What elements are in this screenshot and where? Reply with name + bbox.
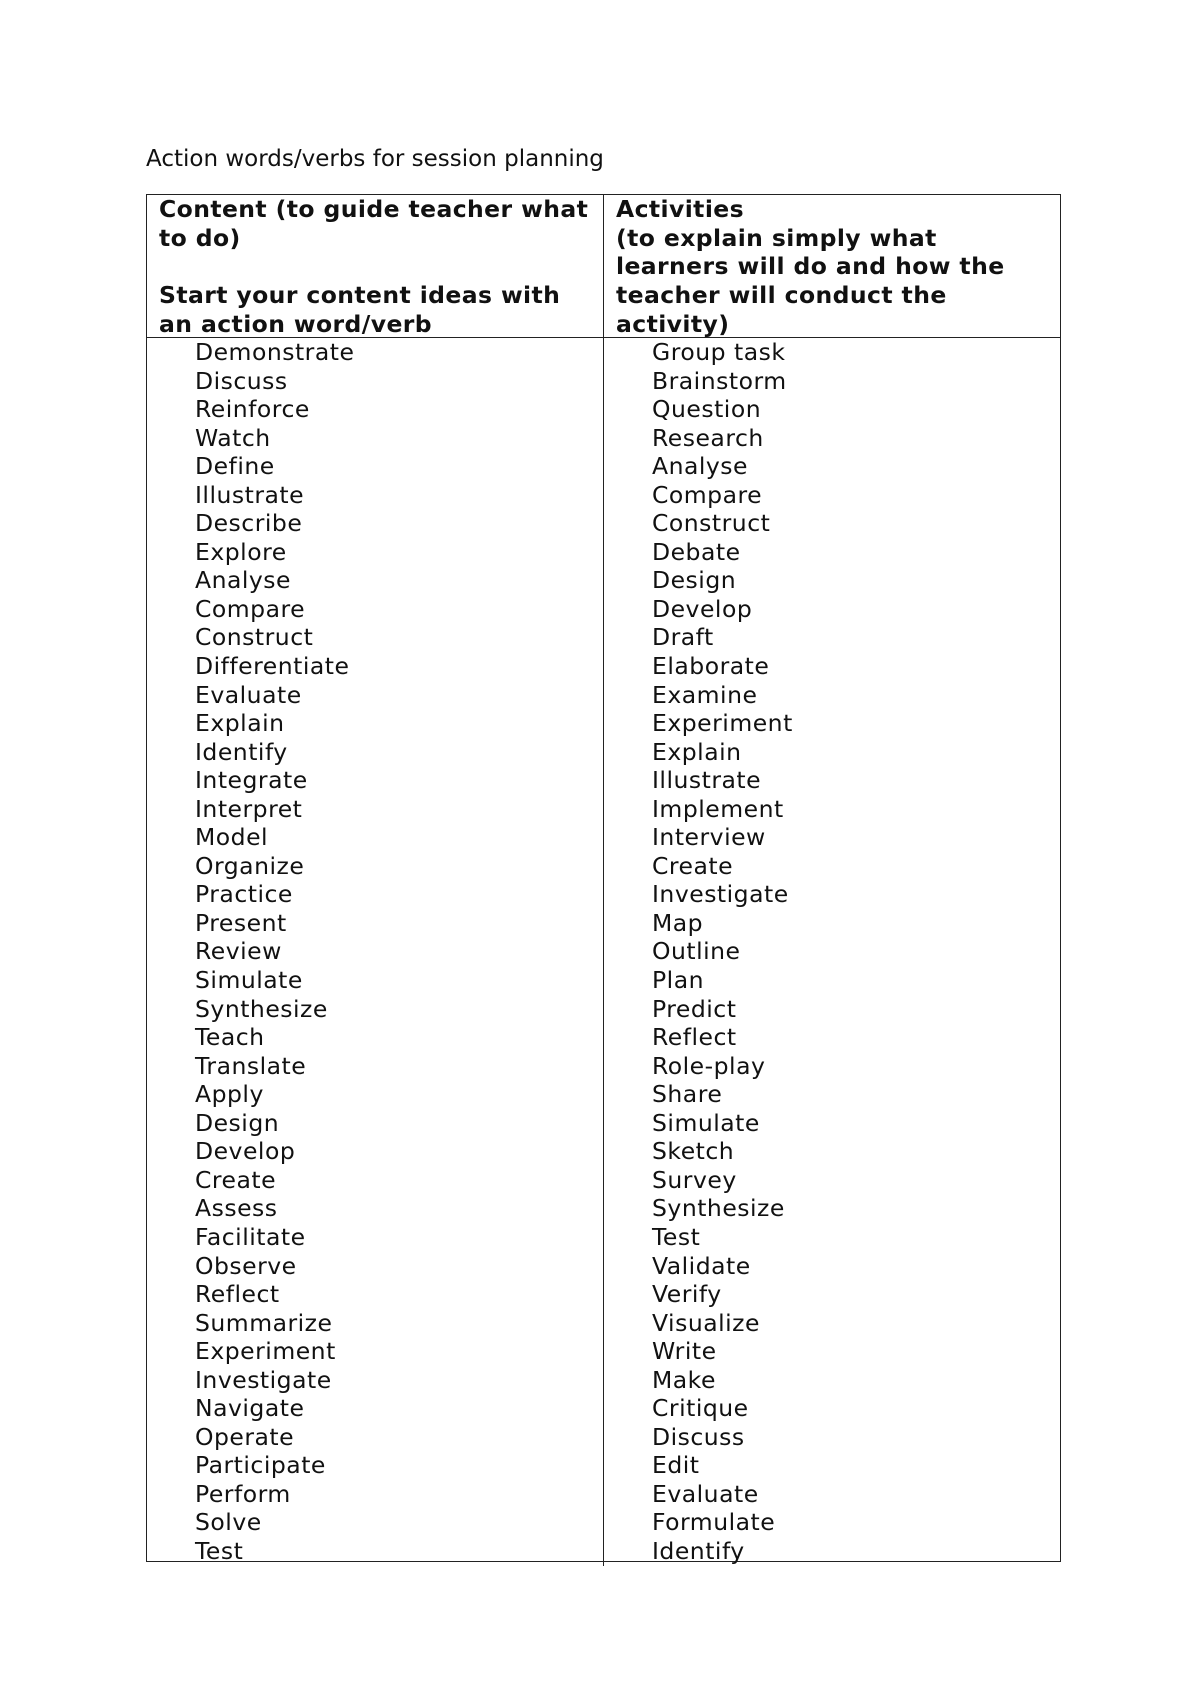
- activity-verb-item: Visualize: [652, 1308, 760, 1337]
- content-verb-item: Explore: [195, 537, 287, 566]
- content-verb-item: Experiment: [195, 1337, 336, 1366]
- activity-verb-item: Validate: [652, 1251, 751, 1280]
- activity-verb-item: Sketch: [652, 1137, 735, 1166]
- activity-verb-item: Research: [652, 423, 764, 452]
- activity-verb-item: Discuss: [652, 1422, 745, 1451]
- activity-verb-item: Illustrate: [652, 766, 762, 795]
- activity-verb-item: Plan: [652, 966, 704, 995]
- content-verb-item: Illustrate: [195, 480, 305, 509]
- activity-verb-item: Simulate: [652, 1108, 760, 1137]
- content-verb-item: Facilitate: [195, 1222, 306, 1251]
- activity-verb-item: Debate: [652, 537, 741, 566]
- activity-verb-item: Verify: [652, 1280, 722, 1309]
- activity-verb-item: Explain: [652, 737, 742, 766]
- content-verb-item: Compare: [195, 594, 306, 623]
- content-verb-item: Investigate: [195, 1365, 332, 1394]
- activity-verb-item: Outline: [652, 937, 741, 966]
- table-body-row: [147, 338, 1060, 1566]
- activity-verb-item: Critique: [652, 1394, 749, 1423]
- content-verb-item: Present: [195, 908, 287, 937]
- content-verb-item: Describe: [195, 509, 303, 538]
- content-verb-item: Apply: [195, 1080, 264, 1109]
- activity-verb-item: Construct: [652, 509, 771, 538]
- table-header-row: [147, 195, 1060, 338]
- activity-verb-item: Analyse: [652, 452, 749, 481]
- content-verb-item: Construct: [195, 623, 314, 652]
- content-verb-item: Observe: [195, 1251, 297, 1280]
- activity-verb-item: Compare: [652, 480, 763, 509]
- content-verb-item: Identify: [195, 737, 288, 766]
- activity-verb-item: Group task: [652, 338, 786, 366]
- activity-verb-item: Draft: [652, 623, 714, 652]
- content-verb-item: Practice: [195, 880, 293, 909]
- content-verb-item: Discuss: [195, 366, 288, 395]
- content-verbs-list: [147, 338, 604, 1566]
- activity-verb-item: Synthesize: [652, 1194, 785, 1223]
- content-verb-item: Perform: [195, 1479, 291, 1508]
- activity-verb-item: Predict: [652, 994, 737, 1023]
- content-verb-item: Evaluate: [195, 680, 302, 709]
- activity-verb-item: Role-play: [652, 1051, 766, 1080]
- content-verb-item: Participate: [195, 1451, 326, 1480]
- content-column-header: [147, 195, 604, 337]
- content-verb-item: Operate: [195, 1422, 295, 1451]
- content-verb-item: Model: [195, 823, 269, 852]
- activity-verb-item: Implement: [652, 794, 784, 823]
- activity-verb-item: Write: [652, 1337, 717, 1366]
- content-verb-item: Review: [195, 937, 282, 966]
- activity-verbs-list: [604, 338, 1060, 1566]
- activity-verb-item: Test: [652, 1222, 701, 1251]
- content-verb-item: Develop: [195, 1137, 296, 1166]
- content-verb-item: Differentiate: [195, 652, 350, 681]
- activities-header-title: Activities: [616, 195, 744, 223]
- content-verb-item: Demonstrate: [195, 338, 355, 366]
- content-verb-item: Simulate: [195, 966, 303, 995]
- activity-verb-item: Interview: [652, 823, 766, 852]
- activity-verb-item: Create: [652, 851, 734, 880]
- activity-verb-item: Evaluate: [652, 1479, 759, 1508]
- activity-verb-item: Edit: [652, 1451, 700, 1480]
- content-verb-item: Navigate: [195, 1394, 305, 1423]
- content-verb-item: Reflect: [195, 1280, 280, 1309]
- content-verb-item: Teach: [195, 1023, 265, 1052]
- activity-verb-item: Question: [652, 395, 762, 424]
- content-header-title: Content (to guide teacher what to do): [159, 195, 589, 252]
- content-verb-item: Translate: [195, 1051, 307, 1080]
- activity-verb-item: Share: [652, 1080, 723, 1109]
- content-verb-item: Design: [195, 1108, 280, 1137]
- content-verb-item: Interpret: [195, 794, 303, 823]
- content-verb-item: Assess: [195, 1194, 278, 1223]
- content-verb-item: Summarize: [195, 1308, 333, 1337]
- content-verb-item: Create: [195, 1165, 277, 1194]
- activity-verb-item: Develop: [652, 594, 753, 623]
- activity-verb-item: Reflect: [652, 1023, 737, 1052]
- activity-verb-item: Design: [652, 566, 737, 595]
- activity-verb-item: Identify: [652, 1536, 745, 1565]
- activity-verb-item: Examine: [652, 680, 758, 709]
- action-verbs-table: [146, 194, 1061, 1565]
- activity-verb-item: Survey: [652, 1165, 737, 1194]
- content-verb-item: Test: [195, 1536, 244, 1565]
- content-verb-item: Synthesize: [195, 994, 328, 1023]
- document-title: Action words/verbs for session planning: [146, 146, 604, 172]
- activity-verb-item: Experiment: [652, 709, 793, 738]
- activities-column-header: [604, 195, 1060, 337]
- content-verb-item: Define: [195, 452, 275, 481]
- content-verb-item: Reinforce: [195, 395, 310, 424]
- content-header-instruction: Start your content ideas with an action word/verb: [159, 281, 561, 338]
- content-verb-item: Explain: [195, 709, 285, 738]
- activity-verb-item: Formulate: [652, 1508, 776, 1537]
- activity-verb-item: Map: [652, 908, 704, 937]
- content-verb-item: Watch: [195, 423, 271, 452]
- content-verb-item: Organize: [195, 851, 305, 880]
- activity-verb-item: Elaborate: [652, 652, 770, 681]
- activities-header-description: (to explain simply what learners will do and how the teacher will conduct the activity): [616, 223, 1005, 338]
- content-verb-item: Analyse: [195, 566, 292, 595]
- activity-verb-item: Make: [652, 1365, 716, 1394]
- activity-verb-item: Investigate: [652, 880, 789, 909]
- activity-verb-item: Brainstorm: [652, 366, 787, 395]
- content-verb-item: Integrate: [195, 766, 308, 795]
- content-verb-item: Solve: [195, 1508, 262, 1537]
